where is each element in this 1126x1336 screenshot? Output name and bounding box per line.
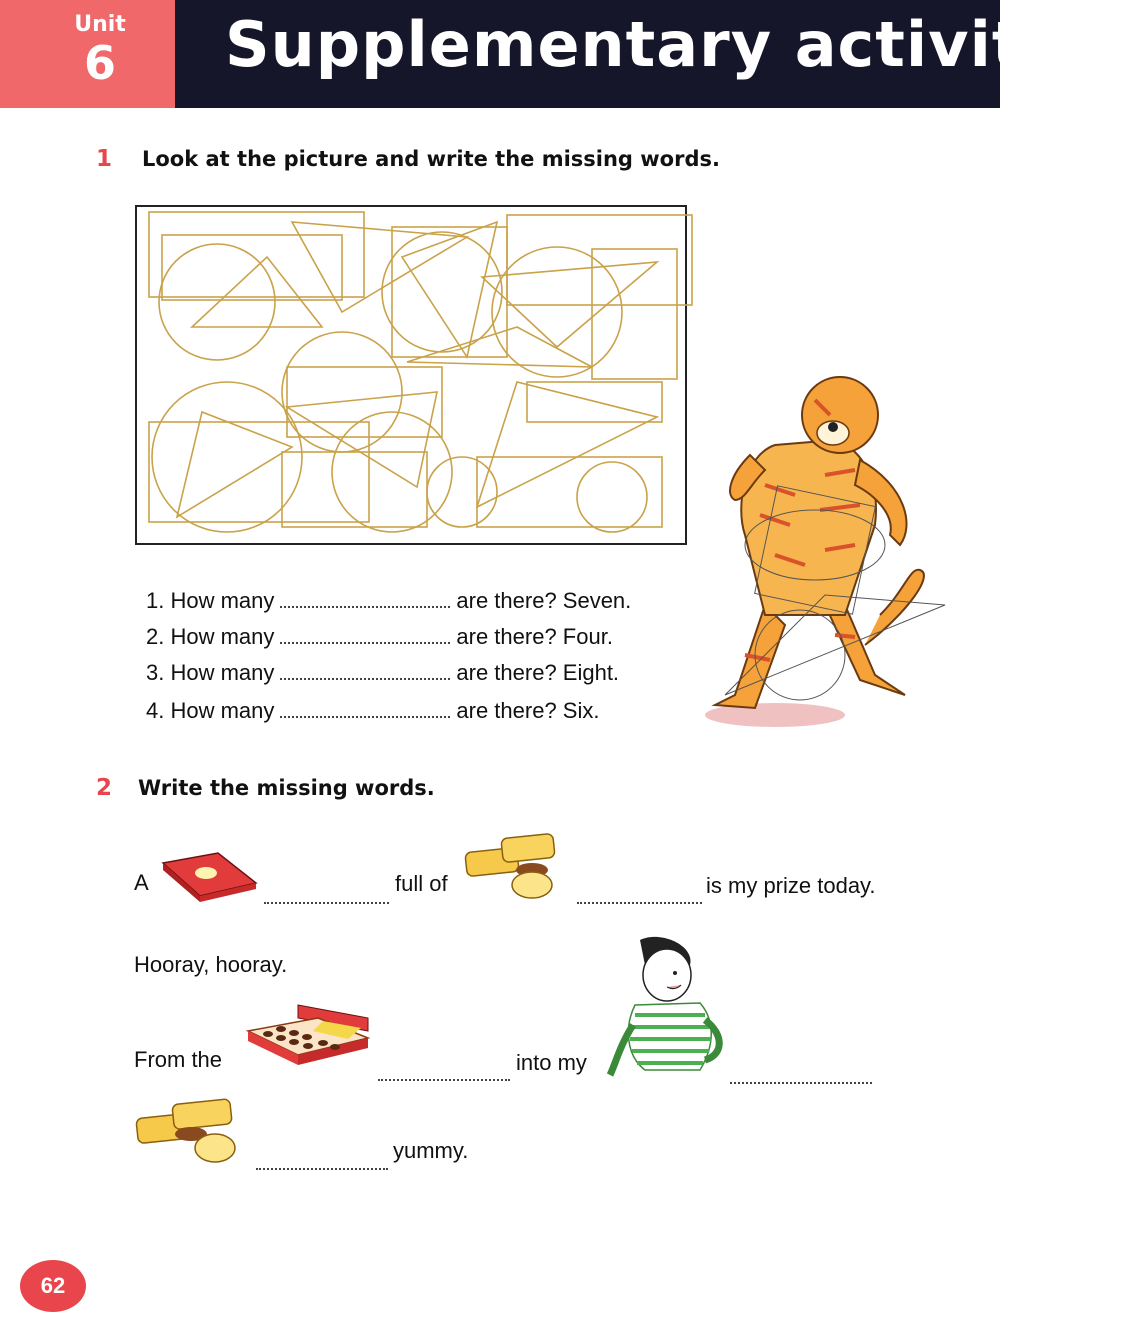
- line1-end: is my prize today.: [706, 873, 876, 898]
- shapes-picture: [135, 205, 687, 545]
- line1-blank-2[interactable]: [577, 888, 702, 904]
- question-2-prefix: 2. How many: [146, 624, 275, 649]
- overlapping-shapes-illustration: [137, 207, 685, 543]
- section-2-number: 2: [96, 775, 113, 801]
- question-1-prefix: 1. How many: [146, 588, 275, 613]
- line3-blank-1[interactable]: [378, 1065, 510, 1081]
- question-3-prefix: 3. How many: [146, 660, 275, 685]
- red-box-icon: [158, 848, 258, 903]
- unit-label: Unit: [74, 12, 126, 37]
- answer-blank-3[interactable]: [280, 664, 450, 680]
- question-4-suffix: are there? Six.: [456, 698, 600, 723]
- page-title: Supplementary activities: [225, 8, 1126, 81]
- sweets-icon: [462, 830, 567, 902]
- chocolate-box-icon: [243, 1003, 373, 1083]
- question-1: [146, 588, 631, 614]
- question-4-prefix: 4. How many: [146, 698, 275, 723]
- answer-blank-1[interactable]: [280, 592, 450, 608]
- question-3-suffix: are there? Eight.: [456, 660, 620, 685]
- unit-badge: [0, 0, 175, 108]
- question-4: [146, 698, 599, 724]
- question-1-suffix: are there? Seven.: [456, 588, 632, 613]
- unit-number: 6: [83, 36, 116, 90]
- answer-blank-2[interactable]: [280, 628, 450, 644]
- title-bar: [175, 0, 1126, 108]
- answer-blank-4[interactable]: [280, 702, 450, 718]
- line1-blank-1[interactable]: [264, 888, 389, 904]
- tiger-illustration: [705, 375, 965, 730]
- section-2-instruction: Write the missing words.: [138, 776, 435, 800]
- page-number: 62: [20, 1260, 86, 1312]
- line1-full-of: full of: [395, 871, 448, 896]
- section-1-number: 1: [96, 146, 113, 172]
- question-2: [146, 624, 613, 650]
- line3-into-my: into my: [516, 1050, 587, 1075]
- sweets-icon-2: [133, 1098, 243, 1168]
- line1-a: A: [134, 870, 149, 895]
- line4-blank[interactable]: [256, 1154, 388, 1170]
- line2-text: Hooray, hooray.: [134, 952, 288, 977]
- question-3: [146, 660, 619, 686]
- question-2-suffix: are there? Four.: [456, 624, 613, 649]
- line3-blank-2[interactable]: [730, 1068, 872, 1084]
- line3-from-the: From the: [134, 1047, 223, 1072]
- line4-end: yummy.: [393, 1138, 469, 1163]
- boy-illustration: [605, 935, 730, 1080]
- section-1-instruction: Look at the picture and write the missing words.: [142, 147, 720, 171]
